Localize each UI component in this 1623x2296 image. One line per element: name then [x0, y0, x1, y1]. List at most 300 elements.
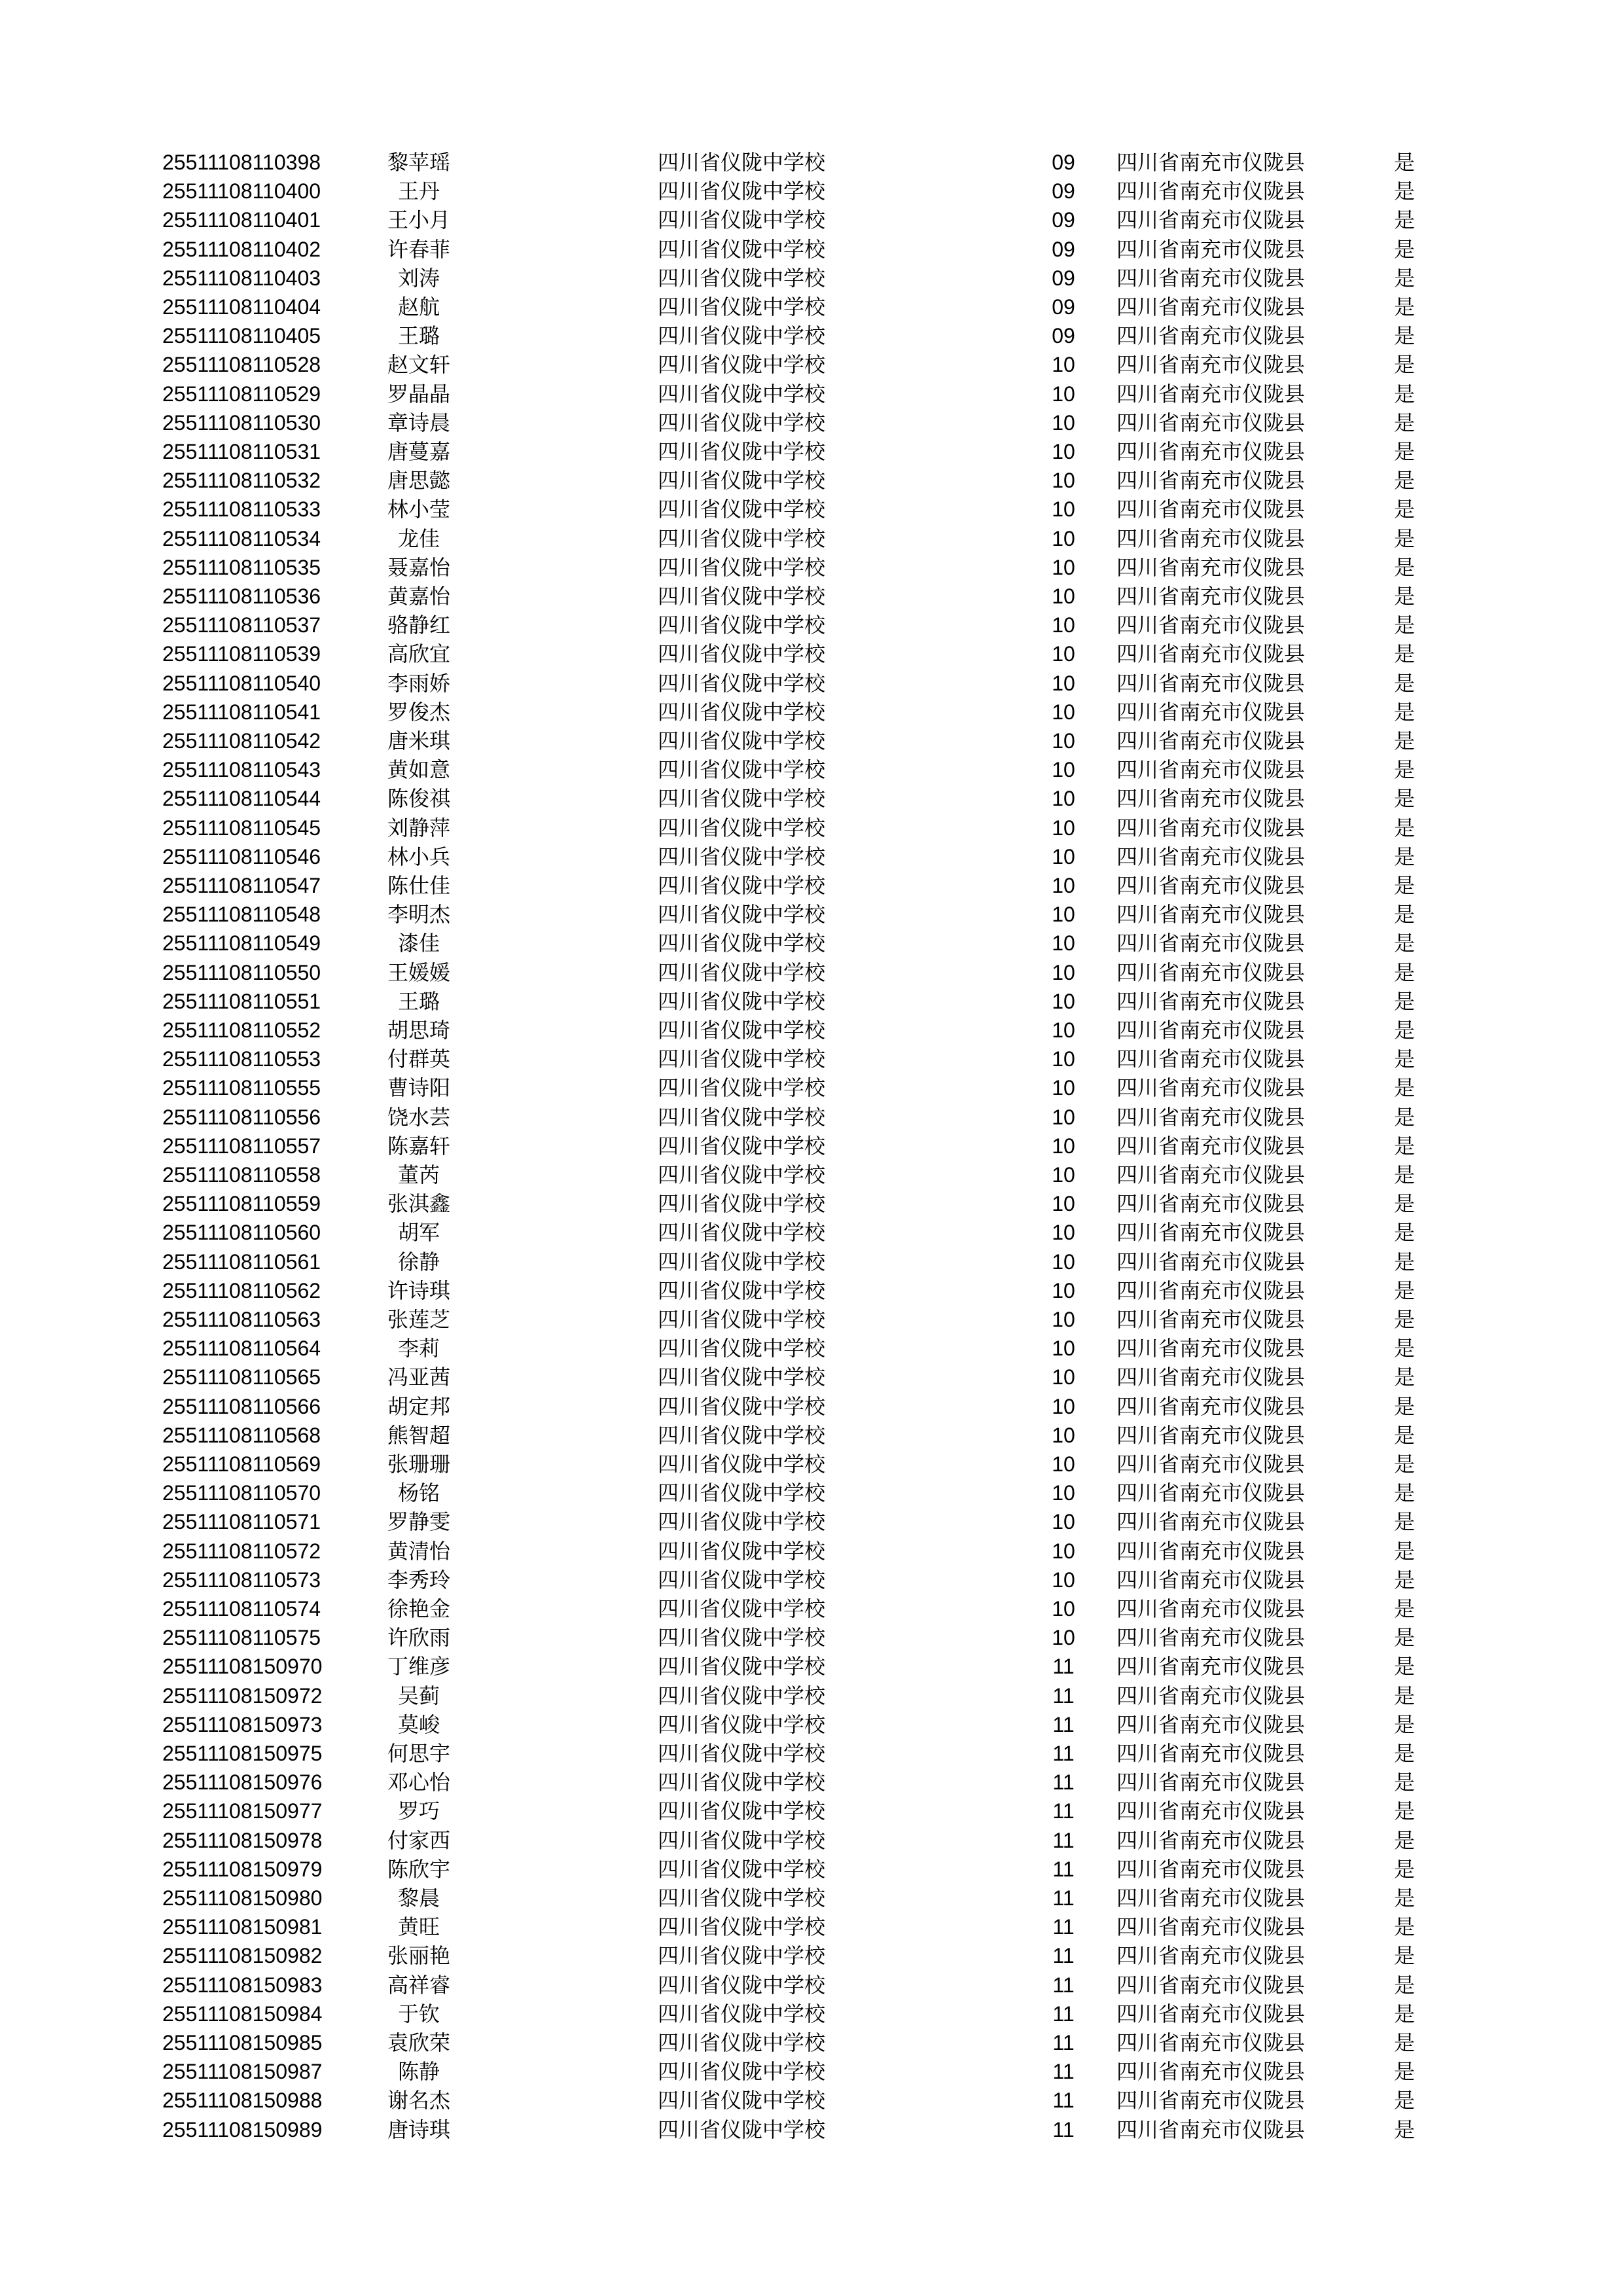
school-name: 四川省仪陇中学校: [658, 1480, 826, 1506]
status-flag: 是: [1394, 1856, 1416, 1882]
table-row: [0, 1103, 1623, 1132]
table-row: [0, 1941, 1623, 1970]
status-flag: 是: [1394, 1654, 1416, 1679]
status-flag: 是: [1394, 1104, 1416, 1130]
status-flag: 是: [1394, 815, 1416, 840]
status-flag: 是: [1394, 1712, 1416, 1737]
class-number: 11: [1052, 1799, 1075, 1823]
student-name: 陈欣宇: [387, 1856, 450, 1882]
table-row: [0, 958, 1623, 987]
status-flag: 是: [1394, 1943, 1416, 1969]
table-row: [0, 582, 1623, 611]
student-name: 徐静: [397, 1249, 440, 1274]
student-id: 25511108110398: [162, 151, 321, 174]
student-id: 25511108110572: [162, 1539, 321, 1563]
status-flag: 是: [1394, 352, 1416, 378]
region-name: 四川省南充市仪陇县: [1116, 1018, 1306, 1043]
region-name: 四川省南充市仪陇县: [1116, 815, 1306, 840]
student-id: 25511108110565: [162, 1365, 321, 1390]
status-flag: 是: [1394, 902, 1416, 927]
student-name: 曹诗阳: [387, 1075, 450, 1101]
student-name: 陈静: [397, 2059, 440, 2085]
student-id: 25511108150981: [162, 1915, 323, 1939]
school-name: 四川省仪陇中学校: [658, 1625, 826, 1651]
student-name: 唐诗琪: [387, 2117, 450, 2142]
school-name: 四川省仪陇中学校: [658, 554, 826, 580]
region-name: 四川省南充市仪陇县: [1116, 1886, 1306, 1910]
student-name: 王璐: [397, 988, 440, 1014]
region-name: 四川省南充市仪陇县: [1116, 873, 1306, 898]
table-row: [0, 2057, 1623, 2086]
student-name: 赵文轩: [387, 352, 450, 378]
student-name: 胡军: [397, 1220, 440, 1246]
student-name: 陈仕佳: [387, 873, 450, 898]
region-name: 四川省南充市仪陇县: [1116, 728, 1306, 753]
class-number: 11: [1052, 1742, 1075, 1765]
school-name: 四川省仪陇中学校: [658, 1336, 826, 1361]
student-name: 王丹: [397, 179, 440, 204]
school-name: 四川省仪陇中学校: [658, 1856, 826, 1882]
student-name: 莫峻: [397, 1712, 440, 1737]
school-name: 四川省仪陇中学校: [658, 815, 826, 840]
status-flag: 是: [1394, 613, 1416, 638]
student-id: 25511108110563: [162, 1308, 321, 1331]
student-id: 25511108110529: [162, 382, 321, 406]
school-name: 四川省仪陇中学校: [658, 1712, 826, 1737]
region-name: 四川省南充市仪陇县: [1116, 1596, 1306, 1621]
school-name: 四川省仪陇中学校: [658, 1249, 826, 1274]
class-number: 09: [1052, 151, 1075, 174]
student-id: 25511108110564: [162, 1336, 321, 1361]
table-row: [0, 1739, 1623, 1768]
school-name: 四川省仪陇中学校: [658, 265, 826, 291]
student-name: 罗晶晶: [387, 381, 450, 406]
student-id: 25511108150975: [162, 1742, 323, 1765]
class-number: 10: [1052, 497, 1075, 522]
student-name: 熊智超: [387, 1422, 450, 1448]
student-name: 漆佳: [397, 931, 440, 956]
school-name: 四川省仪陇中学校: [658, 439, 826, 464]
student-name: 王璐: [397, 323, 440, 349]
school-name: 四川省仪陇中学校: [658, 670, 826, 696]
status-flag: 是: [1394, 1480, 1416, 1506]
student-name: 许欣雨: [387, 1625, 450, 1651]
region-name: 四川省南充市仪陇县: [1116, 1336, 1306, 1361]
school-name: 四川省仪陇中学校: [658, 1278, 826, 1303]
status-flag: 是: [1394, 1799, 1416, 1824]
region-name: 四川省南充市仪陇县: [1116, 265, 1306, 291]
student-id: 25511108110550: [162, 960, 321, 984]
student-id: 25511108150978: [162, 1828, 323, 1852]
table-row: [0, 1623, 1623, 1652]
class-number: 11: [1052, 1655, 1075, 1679]
student-name: 李秀玲: [387, 1567, 450, 1592]
school-name: 四川省仪陇中学校: [658, 2001, 826, 2026]
student-name: 林小莹: [387, 497, 450, 522]
region-name: 四川省南充市仪陇县: [1116, 1827, 1306, 1853]
school-name: 四川省仪陇中学校: [658, 1741, 826, 1766]
class-number: 10: [1052, 382, 1075, 406]
school-name: 四川省仪陇中学校: [658, 526, 826, 551]
region-name: 四川省南充市仪陇县: [1116, 1914, 1306, 1940]
student-id: 25511108150989: [162, 2117, 323, 2142]
student-name: 陈嘉轩: [387, 1133, 450, 1158]
student-id: 25511108110534: [162, 526, 321, 550]
table-row: [0, 1132, 1623, 1160]
student-id: 25511108110533: [162, 497, 321, 522]
class-number: 10: [1052, 1510, 1075, 1534]
region-name: 四川省南充市仪陇县: [1116, 902, 1306, 927]
status-flag: 是: [1394, 497, 1416, 522]
school-name: 四川省仪陇中学校: [658, 960, 826, 985]
student-name: 何思宇: [387, 1741, 450, 1766]
school-name: 四川省仪陇中学校: [658, 179, 826, 204]
table-row: [0, 1016, 1623, 1045]
table-row: [0, 2000, 1623, 2028]
student-name: 黄嘉怡: [387, 584, 450, 609]
student-id: 25511108110574: [162, 1597, 321, 1621]
region-name: 四川省南充市仪陇县: [1116, 2059, 1306, 2085]
status-flag: 是: [1394, 757, 1416, 783]
student-name: 于钦: [397, 2001, 440, 2026]
region-name: 四川省南充市仪陇县: [1116, 2088, 1306, 2113]
student-id: 25511108150970: [162, 1655, 323, 1679]
student-id: 25511108110401: [162, 208, 321, 232]
status-flag: 是: [1394, 641, 1416, 667]
table-row: [0, 1652, 1623, 1681]
student-id: 25511108110541: [162, 700, 321, 724]
table-row: [0, 1392, 1623, 1421]
status-flag: 是: [1394, 1220, 1416, 1246]
student-name: 黄如意: [387, 757, 450, 783]
school-name: 四川省仪陇中学校: [658, 381, 826, 406]
class-number: 10: [1052, 729, 1075, 753]
status-flag: 是: [1394, 1452, 1416, 1477]
student-id: 25511108110546: [162, 844, 321, 869]
school-name: 四川省仪陇中学校: [658, 1914, 826, 1940]
region-name: 四川省南充市仪陇县: [1116, 1770, 1306, 1795]
class-number: 11: [1052, 1828, 1075, 1852]
class-number: 10: [1052, 1163, 1075, 1187]
status-flag: 是: [1394, 1509, 1416, 1535]
table-row: [0, 1855, 1623, 1884]
school-name: 四川省仪陇中学校: [658, 1018, 826, 1043]
region-name: 四川省南充市仪陇县: [1116, 1104, 1306, 1130]
student-id: 25511108110537: [162, 613, 321, 637]
school-name: 四川省仪陇中学校: [658, 902, 826, 927]
status-flag: 是: [1394, 1538, 1416, 1564]
status-flag: 是: [1394, 179, 1416, 204]
class-number: 11: [1052, 2060, 1075, 2084]
student-name: 陈俊祺: [387, 786, 450, 812]
class-number: 10: [1052, 700, 1075, 724]
student-name: 杨铭: [397, 1480, 440, 1506]
student-name: 邓心怡: [387, 1770, 450, 1795]
school-name: 四川省仪陇中学校: [658, 1654, 826, 1679]
class-number: 11: [1052, 1915, 1075, 1939]
student-name: 罗巧: [397, 1799, 440, 1824]
status-flag: 是: [1394, 1278, 1416, 1303]
school-name: 四川省仪陇中学校: [658, 584, 826, 609]
region-name: 四川省南充市仪陇县: [1116, 1480, 1306, 1506]
region-name: 四川省南充市仪陇县: [1116, 179, 1306, 204]
school-name: 四川省仪陇中学校: [658, 1220, 826, 1246]
class-number: 10: [1052, 1221, 1075, 1245]
student-id: 25511108150987: [162, 2060, 323, 2084]
status-flag: 是: [1394, 468, 1416, 493]
table-row: [0, 639, 1623, 668]
table-row: [0, 1797, 1623, 1825]
region-name: 四川省南充市仪陇县: [1116, 1856, 1306, 1882]
region-name: 四川省南充市仪陇县: [1116, 1683, 1306, 1708]
region-name: 四川省南充市仪陇县: [1116, 1307, 1306, 1332]
table-row: [0, 1276, 1623, 1305]
status-flag: 是: [1394, 1625, 1416, 1651]
class-number: 10: [1052, 1278, 1075, 1302]
table-row: [0, 1884, 1623, 1912]
table-row: [0, 235, 1623, 264]
student-name: 许春菲: [387, 236, 450, 262]
region-name: 四川省南充市仪陇县: [1116, 352, 1306, 378]
table-row: [0, 321, 1623, 350]
status-flag: 是: [1394, 410, 1416, 435]
table-row: [0, 871, 1623, 900]
table-row: [0, 1421, 1623, 1450]
student-name: 董芮: [397, 1162, 440, 1187]
table-row: [0, 177, 1623, 206]
student-name: 饶水芸: [387, 1104, 450, 1130]
region-name: 四川省南充市仪陇县: [1116, 1220, 1306, 1246]
status-flag: 是: [1394, 1567, 1416, 1592]
school-name: 四川省仪陇中学校: [658, 1799, 826, 1824]
student-id: 25511108110555: [162, 1076, 321, 1100]
student-id: 25511108110553: [162, 1047, 321, 1071]
student-id: 25511108150982: [162, 1944, 323, 1968]
student-id: 25511108110561: [162, 1249, 321, 1274]
status-flag: 是: [1394, 584, 1416, 609]
student-name: 李莉: [397, 1336, 440, 1361]
school-name: 四川省仪陇中学校: [658, 757, 826, 783]
school-name: 四川省仪陇中学校: [658, 1047, 826, 1072]
table-row: [0, 1073, 1623, 1102]
student-id: 25511108110539: [162, 642, 321, 666]
student-id: 25511108110548: [162, 903, 321, 927]
student-id: 25511108110556: [162, 1105, 321, 1129]
school-name: 四川省仪陇中学校: [658, 1770, 826, 1795]
table-row: [0, 264, 1623, 293]
class-number: 10: [1052, 1076, 1075, 1100]
student-name: 付家西: [387, 1827, 450, 1853]
school-name: 四川省仪陇中学校: [658, 728, 826, 753]
class-number: 10: [1052, 1249, 1075, 1274]
region-name: 四川省南充市仪陇县: [1116, 757, 1306, 783]
class-number: 10: [1052, 584, 1075, 608]
table-row: [0, 2086, 1623, 2115]
table-row: [0, 1537, 1623, 1566]
student-id: 25511108110551: [162, 989, 321, 1013]
region-name: 四川省南充市仪陇县: [1116, 1278, 1306, 1303]
class-number: 11: [1052, 1770, 1075, 1795]
status-flag: 是: [1394, 1307, 1416, 1332]
table-row: [0, 206, 1623, 234]
class-number: 10: [1052, 903, 1075, 927]
student-id: 25511108110549: [162, 931, 321, 956]
region-name: 四川省南充市仪陇县: [1116, 1625, 1306, 1651]
school-name: 四川省仪陇中学校: [658, 150, 826, 175]
class-number: 10: [1052, 671, 1075, 695]
school-name: 四川省仪陇中学校: [658, 1393, 826, 1419]
school-name: 四川省仪陇中学校: [658, 1567, 826, 1592]
region-name: 四川省南充市仪陇县: [1116, 1654, 1306, 1679]
student-name: 刘静萍: [387, 815, 450, 840]
class-number: 10: [1052, 1047, 1075, 1071]
school-name: 四川省仪陇中学校: [658, 410, 826, 435]
student-id: 25511108110571: [162, 1510, 321, 1534]
student-name: 黎苹瑶: [387, 150, 450, 175]
status-flag: 是: [1394, 1393, 1416, 1419]
status-flag: 是: [1394, 1886, 1416, 1910]
student-id: 25511108110405: [162, 324, 321, 348]
status-flag: 是: [1394, 1336, 1416, 1361]
region-name: 四川省南充市仪陇县: [1116, 1075, 1306, 1101]
class-number: 09: [1052, 295, 1075, 319]
class-number: 09: [1052, 179, 1075, 204]
school-name: 四川省仪陇中学校: [658, 1104, 826, 1130]
student-id: 25511108110575: [162, 1626, 321, 1650]
student-name: 王小月: [387, 207, 450, 233]
class-number: 11: [1052, 1712, 1075, 1736]
student-name: 唐米琪: [387, 728, 450, 753]
table-row: [0, 1566, 1623, 1594]
student-name: 李明杰: [387, 902, 450, 927]
school-name: 四川省仪陇中学校: [658, 988, 826, 1014]
region-name: 四川省南充市仪陇县: [1116, 1133, 1306, 1158]
region-name: 四川省南充市仪陇县: [1116, 1249, 1306, 1274]
school-name: 四川省仪陇中学校: [658, 1307, 826, 1332]
student-id: 25511108110530: [162, 410, 321, 435]
student-name: 许诗琪: [387, 1278, 450, 1303]
class-number: 10: [1052, 353, 1075, 377]
class-number: 11: [1052, 1886, 1075, 1910]
region-name: 四川省南充市仪陇县: [1116, 960, 1306, 985]
class-number: 10: [1052, 440, 1075, 463]
class-number: 09: [1052, 237, 1075, 261]
table-row: [0, 1507, 1623, 1536]
student-name: 袁欣荣: [387, 2030, 450, 2055]
region-name: 四川省南充市仪陇县: [1116, 1452, 1306, 1477]
status-flag: 是: [1394, 265, 1416, 291]
region-name: 四川省南充市仪陇县: [1116, 1972, 1306, 1998]
student-id: 25511108110544: [162, 787, 321, 811]
student-name: 张莲芝: [387, 1307, 450, 1332]
student-id: 25511108110566: [162, 1394, 321, 1418]
table-row: [0, 553, 1623, 582]
region-name: 四川省南充市仪陇县: [1116, 1538, 1306, 1564]
status-flag: 是: [1394, 1422, 1416, 1448]
table-row: [0, 1363, 1623, 1391]
class-number: 10: [1052, 1134, 1075, 1158]
class-number: 10: [1052, 1452, 1075, 1476]
region-name: 四川省南充市仪陇县: [1116, 2030, 1306, 2055]
student-id: 25511108110540: [162, 671, 321, 695]
school-name: 四川省仪陇中学校: [658, 1972, 826, 1998]
school-name: 四川省仪陇中学校: [658, 844, 826, 869]
class-number: 09: [1052, 266, 1075, 290]
table-row: [0, 1681, 1623, 1710]
student-name: 徐艳金: [387, 1596, 450, 1621]
region-name: 四川省南充市仪陇县: [1116, 1422, 1306, 1448]
status-flag: 是: [1394, 295, 1416, 319]
student-id: 25511108150988: [162, 2089, 323, 2113]
table-row: [0, 380, 1623, 408]
student-id: 25511108110568: [162, 1423, 321, 1447]
school-name: 四川省仪陇中学校: [658, 236, 826, 262]
class-number: 10: [1052, 1597, 1075, 1621]
student-name: 章诗晨: [387, 410, 450, 435]
class-number: 10: [1052, 989, 1075, 1013]
class-number: 10: [1052, 613, 1075, 637]
student-name: 张丽艳: [387, 1943, 450, 1969]
student-id: 25511108110535: [162, 555, 321, 579]
status-flag: 是: [1394, 1770, 1416, 1795]
table-row: [0, 293, 1623, 321]
student-id: 25511108150977: [162, 1799, 323, 1823]
region-name: 四川省南充市仪陇县: [1116, 699, 1306, 725]
student-name: 谢名杰: [387, 2088, 450, 2113]
school-name: 四川省仪陇中学校: [658, 641, 826, 667]
class-number: 10: [1052, 1192, 1075, 1216]
student-id: 25511108150973: [162, 1712, 323, 1736]
student-name: 李雨娇: [387, 670, 450, 696]
class-number: 10: [1052, 758, 1075, 782]
region-name: 四川省南充市仪陇县: [1116, 1799, 1306, 1824]
status-flag: 是: [1394, 2030, 1416, 2055]
school-name: 四川省仪陇中学校: [658, 1827, 826, 1853]
school-name: 四川省仪陇中学校: [658, 1191, 826, 1217]
table-row: [0, 148, 1623, 177]
status-flag: 是: [1394, 1914, 1416, 1940]
student-id: 25511108150985: [162, 2031, 323, 2054]
class-number: 11: [1052, 2089, 1075, 2113]
class-number: 10: [1052, 1626, 1075, 1650]
status-flag: 是: [1394, 1018, 1416, 1043]
school-name: 四川省仪陇中学校: [658, 1596, 826, 1621]
region-name: 四川省南充市仪陇县: [1116, 613, 1306, 638]
student-id: 25511108150983: [162, 1973, 323, 1997]
student-name: 林小兵: [387, 844, 450, 869]
class-number: 10: [1052, 874, 1075, 897]
status-flag: 是: [1394, 2059, 1416, 2085]
school-name: 四川省仪陇中学校: [658, 295, 826, 319]
table-row: [0, 1768, 1623, 1797]
status-flag: 是: [1394, 2088, 1416, 2113]
table-row: [0, 1594, 1623, 1623]
status-flag: 是: [1394, 873, 1416, 898]
class-number: 10: [1052, 1308, 1075, 1331]
class-number: 11: [1052, 2031, 1075, 2054]
table-row: [0, 2028, 1623, 2057]
student-name: 胡定邦: [387, 1393, 450, 1419]
class-number: 10: [1052, 1365, 1075, 1390]
table-row: [0, 1218, 1623, 1247]
region-name: 四川省南充市仪陇县: [1116, 844, 1306, 869]
status-flag: 是: [1394, 1047, 1416, 1072]
school-name: 四川省仪陇中学校: [658, 2059, 826, 2085]
school-name: 四川省仪陇中学校: [658, 1075, 826, 1101]
status-flag: 是: [1394, 699, 1416, 725]
region-name: 四川省南充市仪陇县: [1116, 670, 1306, 696]
student-id: 25511108110573: [162, 1568, 321, 1592]
